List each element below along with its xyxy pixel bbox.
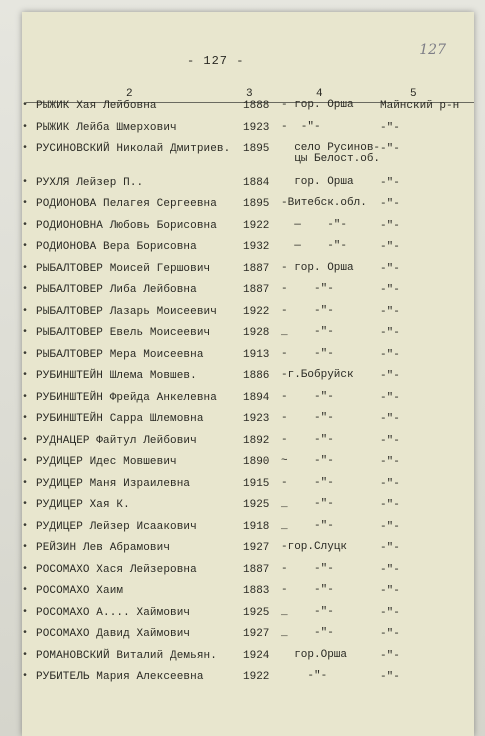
- birth-year: 1918: [243, 520, 270, 533]
- table-row: [22, 100, 474, 120]
- handwritten-page-number: 127: [419, 42, 446, 58]
- district: -"-: [380, 413, 400, 425]
- district: -"-: [380, 305, 400, 318]
- birth-year: 1895: [243, 198, 270, 210]
- table-row: [22, 542, 474, 562]
- birth-place: - -"-: [281, 390, 334, 403]
- person-name: РОМАНОВСКИЙ Виталий Демьян.: [36, 649, 217, 662]
- table-row: [22, 177, 474, 197]
- district: -"-: [380, 284, 400, 296]
- district: -"-: [380, 542, 400, 554]
- person-name: РУДНАЦЕР Файтул Лейбович: [36, 434, 197, 447]
- column-header-place: 4: [316, 88, 323, 100]
- birth-place: -гор.Слуцк: [281, 541, 348, 553]
- birth-place: - гор. Орша: [281, 261, 354, 274]
- person-name: РУБИТЕЛЬ Мария Алексеевна: [36, 671, 204, 683]
- district: -"-: [380, 499, 400, 511]
- column-header-district: 5: [410, 88, 417, 100]
- district: -"-: [380, 477, 400, 490]
- birth-place: - гор. Орша: [281, 99, 354, 111]
- table-row: [22, 413, 474, 433]
- birth-year: 1894: [243, 391, 270, 404]
- row-bullet-icon: •: [22, 262, 29, 274]
- person-name: РЕЙЗИН Лев Абрамович: [36, 542, 171, 554]
- person-name: РУДИЦЕР Идес Мовшевич: [36, 456, 177, 468]
- district: -"-: [380, 456, 400, 468]
- person-name: РУБИНШТЕЙН Шлема Мовшев.: [36, 370, 197, 382]
- row-bullet-icon: •: [22, 219, 29, 231]
- birth-year: 1923: [243, 413, 270, 425]
- birth-place: -"-: [281, 670, 328, 682]
- page-number: - 127 -: [187, 54, 245, 68]
- person-name: РЫБАЛТОВЕР Мера Моисеевна: [36, 348, 204, 361]
- person-name: РУБИНШТЕЙН Фрейда Анкелевна: [36, 391, 217, 404]
- district: -"-: [380, 176, 400, 189]
- birth-place: - -"-: [281, 562, 334, 575]
- district: -"-: [380, 649, 400, 662]
- table-row: [22, 499, 474, 519]
- birth-year: 1922: [243, 305, 270, 318]
- birth-place: село Русинов- цы Белост.об.: [294, 142, 381, 165]
- district: -"-: [380, 391, 400, 404]
- birth-year: 1924: [243, 649, 270, 662]
- row-bullet-icon: •: [22, 327, 29, 338]
- person-name: РОДИОНОВА Вера Борисовна: [36, 241, 197, 253]
- birth-year: 1892: [243, 434, 270, 447]
- birth-year: 1890: [243, 456, 270, 468]
- birth-year: 1915: [243, 477, 270, 490]
- row-bullet-icon: •: [22, 413, 29, 424]
- row-bullet-icon: •: [22, 585, 29, 596]
- birth-year: 1887: [243, 563, 270, 576]
- district: -"-: [380, 563, 400, 576]
- birth-place: -г.Бобруйск: [281, 369, 354, 381]
- district: -"-: [380, 143, 400, 155]
- table-row: [22, 284, 474, 304]
- district: -"-: [380, 434, 400, 447]
- birth-year: 1888: [243, 100, 270, 112]
- person-name: РОСОМАХО А.... Хаймович: [36, 606, 191, 619]
- birth-year: 1884: [243, 176, 270, 189]
- district: -"-: [380, 671, 400, 683]
- person-name: РЫБАЛТОВЕР Евель Моисеевич: [36, 327, 211, 339]
- birth-place: - -"-: [281, 283, 334, 295]
- district: -"-: [380, 606, 400, 619]
- birth-year: 1927: [243, 628, 270, 640]
- table-row: [22, 456, 474, 476]
- table-row: [22, 628, 474, 648]
- row-bullet-icon: •: [22, 520, 29, 532]
- table-row: [22, 435, 474, 455]
- birth-year: 1922: [243, 671, 270, 683]
- row-bullet-icon: •: [22, 434, 29, 446]
- table-row: [22, 392, 474, 412]
- table-row: [22, 241, 474, 261]
- person-name: РЫБАЛТОВЕР Либа Лейбовна: [36, 284, 197, 296]
- person-name: РЫБАЛТОВЕР Моисей Гершович: [36, 262, 211, 275]
- table-row: [22, 585, 474, 605]
- person-name: РЫБАЛТОВЕР Лазарь Моисеевич: [36, 305, 217, 318]
- birth-place: - -"-: [281, 120, 321, 133]
- district: -"-: [380, 628, 400, 640]
- district: -"-: [380, 585, 400, 597]
- row-bullet-icon: •: [22, 100, 29, 111]
- birth-place: — -"-: [281, 240, 348, 252]
- birth-year: 1922: [243, 219, 270, 232]
- district: -"-: [380, 370, 400, 382]
- person-name: РУДИЦЕР Хая К.: [36, 499, 130, 511]
- birth-place: _ -"-: [281, 627, 334, 639]
- person-name: РУСИНОВСКИЙ Николай Дмитриев.: [36, 143, 231, 155]
- birth-year: 1928: [243, 327, 270, 339]
- row-bullet-icon: •: [22, 499, 29, 510]
- row-bullet-icon: •: [22, 542, 29, 553]
- birth-year: 1895: [243, 143, 270, 155]
- birth-place: _ -"-: [281, 519, 334, 532]
- birth-place: _ -"-: [281, 326, 334, 338]
- table-row: [22, 143, 474, 163]
- birth-year: 1887: [243, 284, 270, 296]
- birth-year: 1923: [243, 121, 270, 134]
- table-row: [22, 327, 474, 347]
- person-name: РОСОМАХО Хася Лейзеровна: [36, 563, 197, 576]
- person-name: РОДИОНОВА Пелагея Сергеевна: [36, 198, 217, 210]
- birth-place: _ -"-: [281, 498, 334, 510]
- row-bullet-icon: •: [22, 671, 29, 682]
- district: -"-: [380, 348, 400, 361]
- document-page: [22, 12, 474, 736]
- row-bullet-icon: •: [22, 649, 29, 661]
- birth-place: - -"-: [281, 433, 334, 446]
- row-bullet-icon: •: [22, 348, 29, 360]
- district: -"-: [380, 121, 400, 134]
- district: -"-: [380, 262, 400, 275]
- district: Майнский р-н: [380, 100, 460, 112]
- person-name: РЫЖИК Лейба Шмерхович: [36, 121, 177, 134]
- birth-place: - -"-: [281, 584, 334, 596]
- table-row: [22, 478, 474, 498]
- birth-year: 1925: [243, 606, 270, 619]
- row-bullet-icon: •: [22, 391, 29, 403]
- person-name: РУДИЦЕР Маня Израилевна: [36, 477, 191, 490]
- district: -"-: [380, 198, 400, 210]
- table-row: [22, 263, 474, 283]
- birth-place: - -"-: [281, 476, 334, 489]
- person-name: РУДИЦЕР Лейзер Исаакович: [36, 520, 197, 533]
- row-bullet-icon: •: [22, 477, 29, 489]
- person-name: РОДИОНОВНА Любовь Борисовна: [36, 219, 217, 232]
- birth-place: гор. Орша: [281, 175, 354, 188]
- row-bullet-icon: •: [22, 121, 29, 133]
- table-row: [22, 349, 474, 369]
- birth-year: 1927: [243, 542, 270, 554]
- district: -"-: [380, 241, 400, 253]
- birth-place: -Витебск.обл.: [281, 197, 367, 209]
- birth-place: - -"-: [281, 412, 334, 424]
- row-bullet-icon: •: [22, 305, 29, 317]
- district: -"-: [380, 327, 400, 339]
- row-bullet-icon: •: [22, 143, 29, 154]
- birth-year: 1886: [243, 370, 270, 382]
- row-bullet-icon: •: [22, 628, 29, 639]
- row-bullet-icon: •: [22, 176, 29, 188]
- person-name: РУБИНШТЕЙН Сарра Шлемовна: [36, 413, 204, 425]
- table-row: [22, 564, 474, 584]
- birth-year: 1883: [243, 585, 270, 597]
- column-header-name: 2: [126, 88, 133, 100]
- row-bullet-icon: •: [22, 198, 29, 209]
- district: -"-: [380, 219, 400, 232]
- birth-place: гор.Орша: [281, 648, 348, 661]
- birth-place: - -"-: [281, 347, 334, 360]
- birth-year: 1932: [243, 241, 270, 253]
- birth-year: 1925: [243, 499, 270, 511]
- birth-year: 1913: [243, 348, 270, 361]
- column-header-year: 3: [246, 88, 253, 100]
- person-name: РОСОМАХО Хаим: [36, 585, 124, 597]
- table-row: [22, 521, 474, 541]
- row-bullet-icon: •: [22, 370, 29, 381]
- birth-year: 1887: [243, 262, 270, 275]
- table-row: [22, 122, 474, 142]
- person-name: РУХЛЯ Лейзер П..: [36, 176, 144, 189]
- table-row: [22, 306, 474, 326]
- row-bullet-icon: •: [22, 606, 29, 618]
- person-name: РЫЖИК Хая Лейбовна: [36, 100, 157, 112]
- table-row: [22, 220, 474, 240]
- district: -"-: [380, 520, 400, 533]
- table-row: [22, 198, 474, 218]
- row-bullet-icon: •: [22, 563, 29, 575]
- birth-place: - -"-: [281, 304, 334, 317]
- birth-place: _ -"-: [281, 605, 334, 618]
- row-bullet-icon: •: [22, 241, 29, 252]
- table-row: [22, 607, 474, 627]
- person-name: РОСОМАХО Давид Хаймович: [36, 628, 191, 640]
- table-row: [22, 671, 474, 691]
- table-row: [22, 650, 474, 670]
- birth-place: — -"-: [281, 218, 348, 231]
- row-bullet-icon: •: [22, 456, 29, 467]
- table-row: [22, 370, 474, 390]
- birth-place: ~ -"-: [281, 455, 334, 467]
- row-bullet-icon: •: [22, 284, 29, 295]
